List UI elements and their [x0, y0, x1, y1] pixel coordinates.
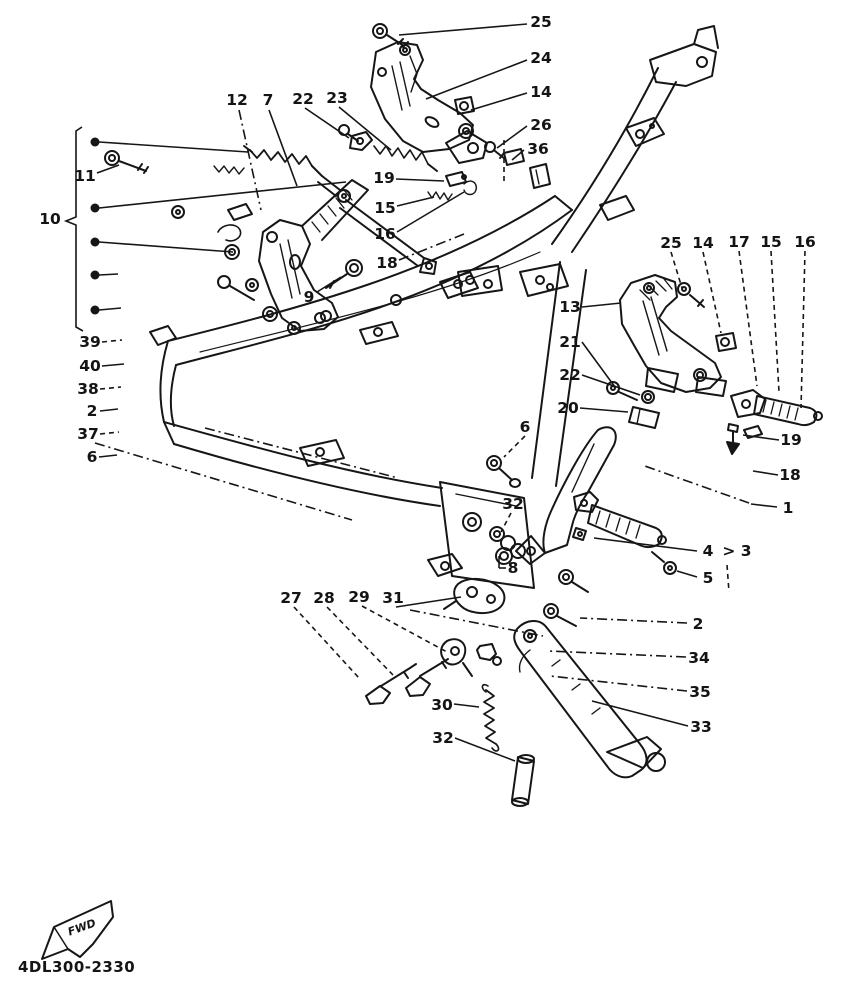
- callout-10: 10: [39, 210, 61, 228]
- leader-line: [454, 704, 479, 707]
- callout-35: 35: [689, 683, 711, 701]
- leader-line: [100, 387, 121, 389]
- callout-24: 24: [530, 49, 552, 67]
- leader-line: [677, 571, 697, 577]
- callout-22: 22: [559, 366, 581, 384]
- leader-line: [727, 565, 729, 592]
- callout-26: 26: [530, 116, 552, 134]
- callout-34: 34: [688, 649, 710, 667]
- leader-line: [99, 242, 233, 252]
- callout-2: 2: [86, 402, 98, 420]
- leader-line: [396, 179, 444, 181]
- callout-bullet: [91, 271, 100, 280]
- leader-line: [582, 375, 640, 395]
- leader-line: [580, 408, 628, 412]
- callout-14: 14: [530, 83, 552, 101]
- callout-32: 32: [502, 495, 524, 513]
- leader-line: [582, 303, 621, 307]
- part-code: 4DL300-2330: [18, 958, 136, 976]
- leader-line: [317, 277, 341, 292]
- callout-6: 6: [86, 448, 98, 466]
- leader-line: [753, 471, 778, 475]
- callout-23: 23: [326, 89, 348, 107]
- leader-line: [397, 197, 434, 206]
- leader-line: [501, 513, 511, 532]
- leader-line: [497, 126, 527, 148]
- callout-bullet: [91, 306, 100, 315]
- callout-7: 7: [262, 91, 274, 109]
- callout-6: 6: [519, 418, 531, 436]
- callout-29: 29: [348, 588, 370, 606]
- leader-line: [294, 607, 359, 678]
- leader-line: [580, 618, 687, 623]
- callout-22: 22: [292, 90, 314, 108]
- callout-18: 18: [376, 254, 398, 272]
- leader-line: [739, 251, 757, 386]
- callout-bullet: [91, 204, 100, 213]
- leader-line: [671, 252, 682, 288]
- callout-15: 15: [374, 199, 396, 217]
- leader-line: [362, 606, 447, 652]
- leader-line: [102, 340, 122, 342]
- callout-bullet: [91, 238, 100, 247]
- callout-bullet: [91, 138, 100, 147]
- leader-line: [703, 252, 721, 333]
- callout-16: 16: [794, 233, 816, 251]
- leader-line: [99, 455, 117, 457]
- callout-27: 27: [280, 589, 302, 607]
- callout-12: 12: [226, 91, 248, 109]
- callout-33: 33: [690, 718, 712, 736]
- leader-line: [100, 409, 118, 411]
- leader-line: [99, 274, 118, 275]
- callout-20: 20: [557, 399, 579, 417]
- callout-13: 13: [559, 298, 581, 316]
- leader-line: [269, 110, 297, 186]
- right-footrest-bracket: [607, 275, 822, 454]
- top-footrest-bracket: [339, 24, 524, 200]
- bottom-marks: [18, 901, 135, 976]
- leader-line: [102, 364, 124, 366]
- frame: [150, 26, 718, 588]
- side-stand-assembly: [366, 554, 665, 806]
- leader-line: [396, 597, 461, 607]
- callout-14: 14: [692, 234, 714, 252]
- leader-line: [100, 432, 119, 434]
- callout-40: 40: [79, 357, 101, 375]
- callout-8: 8: [507, 559, 519, 577]
- callout-25: 25: [530, 13, 552, 31]
- callout-31: 31: [382, 589, 404, 607]
- callout-19: 19: [373, 169, 395, 187]
- leader-line: [99, 142, 248, 152]
- callout-1: 1: [782, 499, 794, 517]
- leader-line: [399, 24, 527, 35]
- callout-11: 11: [74, 167, 96, 185]
- callout-21: 21: [559, 333, 581, 351]
- leader-line: [426, 60, 527, 99]
- leader-line: [642, 465, 749, 503]
- callout-4: 4: [702, 542, 714, 560]
- callout-25: 25: [660, 234, 682, 252]
- leader-line: [239, 110, 261, 210]
- callout-9: 9: [303, 288, 315, 306]
- leader-line: [592, 701, 688, 726]
- leader-line: [97, 165, 119, 173]
- leader-line: [471, 93, 527, 110]
- callout-37: 37: [77, 425, 99, 443]
- leader-line: [99, 182, 346, 208]
- callout-36: 36: [527, 140, 549, 158]
- callout-16: 16: [374, 225, 396, 243]
- center-footrest-assembly: [487, 427, 676, 626]
- callout-30: 30: [431, 696, 453, 714]
- leader-line: [550, 676, 687, 691]
- callout-5: 5: [702, 569, 714, 587]
- callout-39: 39: [79, 333, 101, 351]
- callout-38: 38: [77, 380, 99, 398]
- group-bracket: [66, 127, 83, 331]
- callout-2: 2: [692, 615, 704, 633]
- callout-> 3: > 3: [722, 542, 752, 560]
- callout-19: 19: [780, 431, 802, 449]
- leader-line: [327, 607, 393, 675]
- leader-line: [305, 108, 349, 138]
- leader-line: [455, 738, 515, 761]
- callout-15: 15: [760, 233, 782, 251]
- leader-line: [99, 308, 121, 310]
- callout-bullets: [66, 127, 100, 331]
- leader-line: [504, 436, 525, 457]
- leader-line: [594, 538, 697, 551]
- leader-line: [751, 504, 777, 507]
- fwd-label: FWD: [66, 916, 98, 939]
- callout-17: 17: [728, 233, 750, 251]
- callout-18: 18: [779, 466, 801, 484]
- leader-line: [771, 251, 779, 392]
- leader-line: [801, 251, 805, 408]
- callout-32: 32: [432, 729, 454, 747]
- fwd-arrow-icon: [42, 901, 113, 959]
- callout-28: 28: [313, 589, 335, 607]
